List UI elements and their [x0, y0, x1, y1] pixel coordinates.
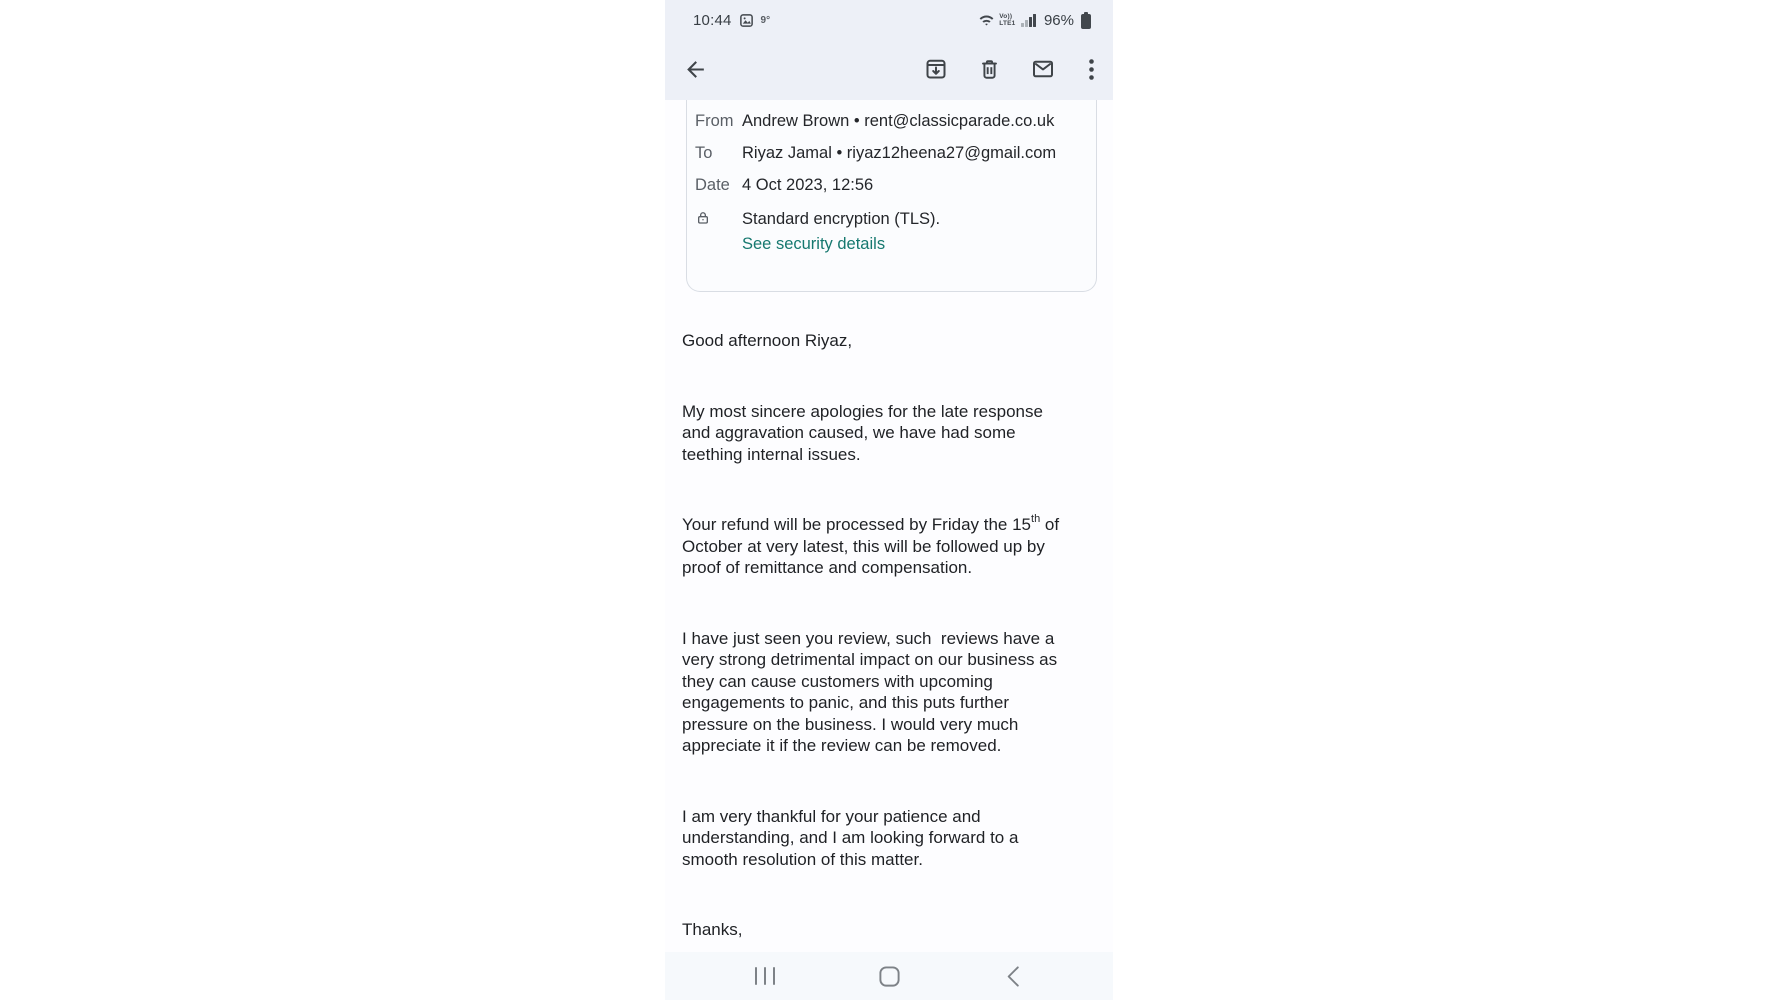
- delete-button[interactable]: [978, 58, 1001, 81]
- body-line: Your refund will be processed by Friday the 15th of: [682, 513, 1060, 534]
- recent-apps-button[interactable]: [753, 963, 777, 989]
- body-line: appreciate it if the review can be removed.: [682, 736, 1002, 755]
- battery-icon: [1081, 12, 1091, 29]
- home-button[interactable]: [877, 963, 901, 989]
- body-line: very strong detrimental impact on our business as: [682, 650, 1058, 669]
- email-details-card: [686, 100, 1097, 292]
- body-line: smooth resolution of this matter.: [682, 849, 923, 869]
- email-paragraph-apology: [682, 401, 1097, 466]
- email-paragraph-thanks: [682, 806, 1097, 871]
- body-line: proof of remittance and compensation.: [682, 558, 973, 577]
- battery-percent: 96%: [1043, 11, 1074, 29]
- date-label: Date: [695, 175, 730, 194]
- status-bar: [665, 0, 1113, 38]
- body-line: engagements to panic, and this puts further: [682, 693, 1009, 712]
- back-button[interactable]: [683, 57, 708, 82]
- app-bar-actions: [924, 57, 1097, 81]
- email-content-area[interactable]: [665, 100, 1113, 952]
- body-line: October at very latest, this will be followed up by: [682, 536, 1045, 556]
- email-body: [682, 330, 1097, 941]
- volte-indicator: Vo)) LTE1: [999, 13, 1016, 27]
- phone-screen: [665, 0, 1113, 1000]
- body-line: I have just seen you review, such reviews have a: [682, 628, 1055, 648]
- to-row: [687, 137, 1096, 169]
- date-value: 4 Oct 2023, 12:56: [742, 175, 874, 194]
- body-line: Good afternoon Riyaz,: [682, 331, 853, 350]
- email-paragraph-greeting: [682, 330, 1097, 352]
- mark-unread-button[interactable]: [1031, 57, 1055, 81]
- security-row: [687, 207, 1096, 257]
- date-row: [687, 169, 1096, 201]
- gmail-app-bar: [665, 38, 1113, 100]
- email-paragraph-refund: [682, 514, 1097, 579]
- security-details-link[interactable]: See security details: [742, 235, 886, 253]
- recents-icon: [755, 967, 776, 985]
- body-line: I am very thankful for your patience and: [682, 806, 981, 826]
- from-row: [687, 105, 1096, 137]
- body-line: understanding, and I am looking forward to a: [682, 828, 1019, 847]
- from-label: From: [695, 111, 734, 130]
- home-icon: [878, 965, 901, 988]
- body-line: pressure on the business. I would very much: [682, 714, 1019, 734]
- signal-strength-icon: [1021, 14, 1036, 27]
- nav-back-button[interactable]: [1001, 963, 1025, 989]
- status-left: [693, 12, 770, 29]
- android-nav-bar: [665, 952, 1113, 1000]
- body-line: and aggravation caused, we have had some: [682, 423, 1016, 442]
- status-right: [978, 12, 1091, 29]
- body-line: Thanks,: [682, 920, 743, 939]
- email-paragraph-closing: [682, 919, 1097, 941]
- encryption-status: Standard encryption (TLS).: [742, 210, 941, 228]
- body-line: My most sincere apologies for the late response: [682, 401, 1043, 421]
- archive-button[interactable]: [924, 57, 948, 81]
- to-value: Riyaz Jamal • riyaz12heena27@gmail.com: [742, 143, 1057, 162]
- email-paragraph-review: [682, 628, 1097, 757]
- back-chevron-icon: [1006, 965, 1020, 988]
- body-line: they can cause customers with upcoming: [682, 671, 993, 691]
- clock: 10:44: [693, 11, 732, 29]
- to-label: To: [695, 143, 713, 162]
- weather-degree-badge: 9°: [760, 14, 771, 26]
- more-options-button[interactable]: [1085, 59, 1097, 80]
- body-line: teething internal issues.: [682, 444, 861, 464]
- wifi-icon: [978, 13, 995, 28]
- lock-icon: [695, 207, 711, 231]
- screenshot-notification-icon: [739, 13, 754, 28]
- from-value: Andrew Brown • rent@classicparade.co.uk: [742, 111, 1055, 130]
